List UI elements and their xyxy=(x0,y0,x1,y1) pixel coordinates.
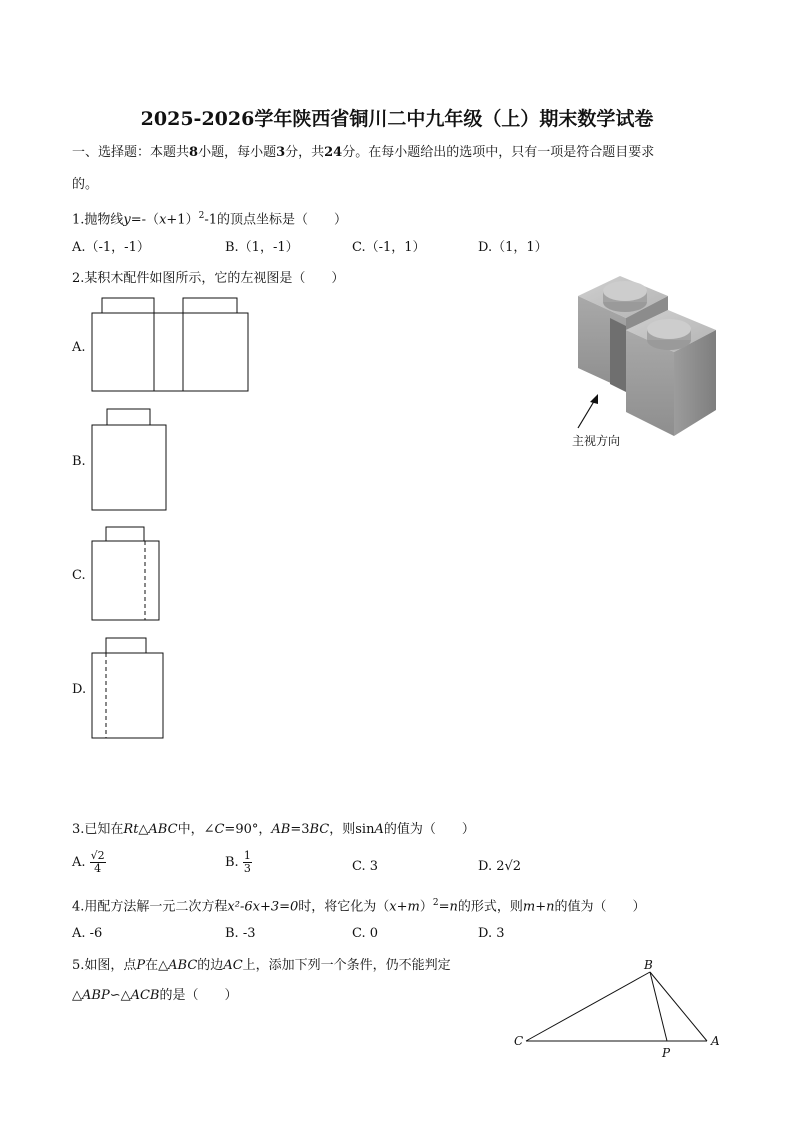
q3-option-a: A. $\frac{√2}{4}$ xyxy=(72,849,105,875)
q2-label-d: D. xyxy=(72,682,87,697)
point-label-a: A xyxy=(711,1034,720,1048)
point-label-p: P xyxy=(662,1046,671,1060)
q2-label-b: B. xyxy=(72,454,86,469)
q1-option-a: A.（-1，-1） xyxy=(72,240,150,255)
fraction-b: $\frac{1}{3}$ xyxy=(243,849,251,875)
q5-stem-line2: △ABP∽△ACB的是（ ） xyxy=(72,988,238,1003)
q2-label-a: A. xyxy=(72,340,86,355)
section-header-cont: 的。 xyxy=(72,177,99,192)
q3-option-d: D. 2√2 xyxy=(478,859,522,874)
point-label-c: C xyxy=(514,1034,524,1048)
q3-option-b: B. $\frac{1}{3}$ xyxy=(225,849,251,875)
q1-option-b: B.（1，-1） xyxy=(225,240,299,255)
q4-stem: 4.用配方法解一元二次方程x²-6x+3=0时，将它化为$(x+m)^2=n$的形式，则m+n的值为（ ） xyxy=(72,898,646,915)
figure-caption: 主视方向 xyxy=(572,434,621,448)
q1-stem: 1.抛物线$y=-(x+1)^2-1$的顶点坐标是（ ） xyxy=(72,211,347,228)
q4-option-d: D. 3 xyxy=(478,926,505,941)
q2-label-c: C. xyxy=(72,568,86,583)
section-header: 一、选择题：本题共8小题，每小题3分，共24分。在每小题给出的选项中，只有一项是符合题目要求 xyxy=(72,145,655,160)
q4-option-c: C. 0 xyxy=(352,926,379,941)
page-title: 2025-2026学年陕西省铜川二中九年级（上）期末数学试卷 xyxy=(140,108,654,130)
q3-option-c: C. 3 xyxy=(352,859,379,874)
segment-cb xyxy=(526,972,650,1041)
q4-option-b: B. -3 xyxy=(225,926,256,941)
fraction-a: $\frac{√2}{4}$ xyxy=(90,849,105,875)
q4-option-a: A. -6 xyxy=(72,926,103,941)
q1-option-c: C.（-1，1） xyxy=(352,240,426,255)
q5-stem-line1: 5.如图，点P在△ABC的边AC上，添加下列一个条件，仍不能判定 xyxy=(72,958,451,973)
point-label-b: B xyxy=(644,958,653,972)
q2-stem: 2.某积木配件如图所示，它的左视图是（ ） xyxy=(72,271,345,286)
q3-stem: 3.已知在Rt△ABC中，∠C=90°，AB=3BC，则sinA的值为（ ） xyxy=(72,822,475,837)
q1-option-d: D.（1，1） xyxy=(478,240,548,255)
